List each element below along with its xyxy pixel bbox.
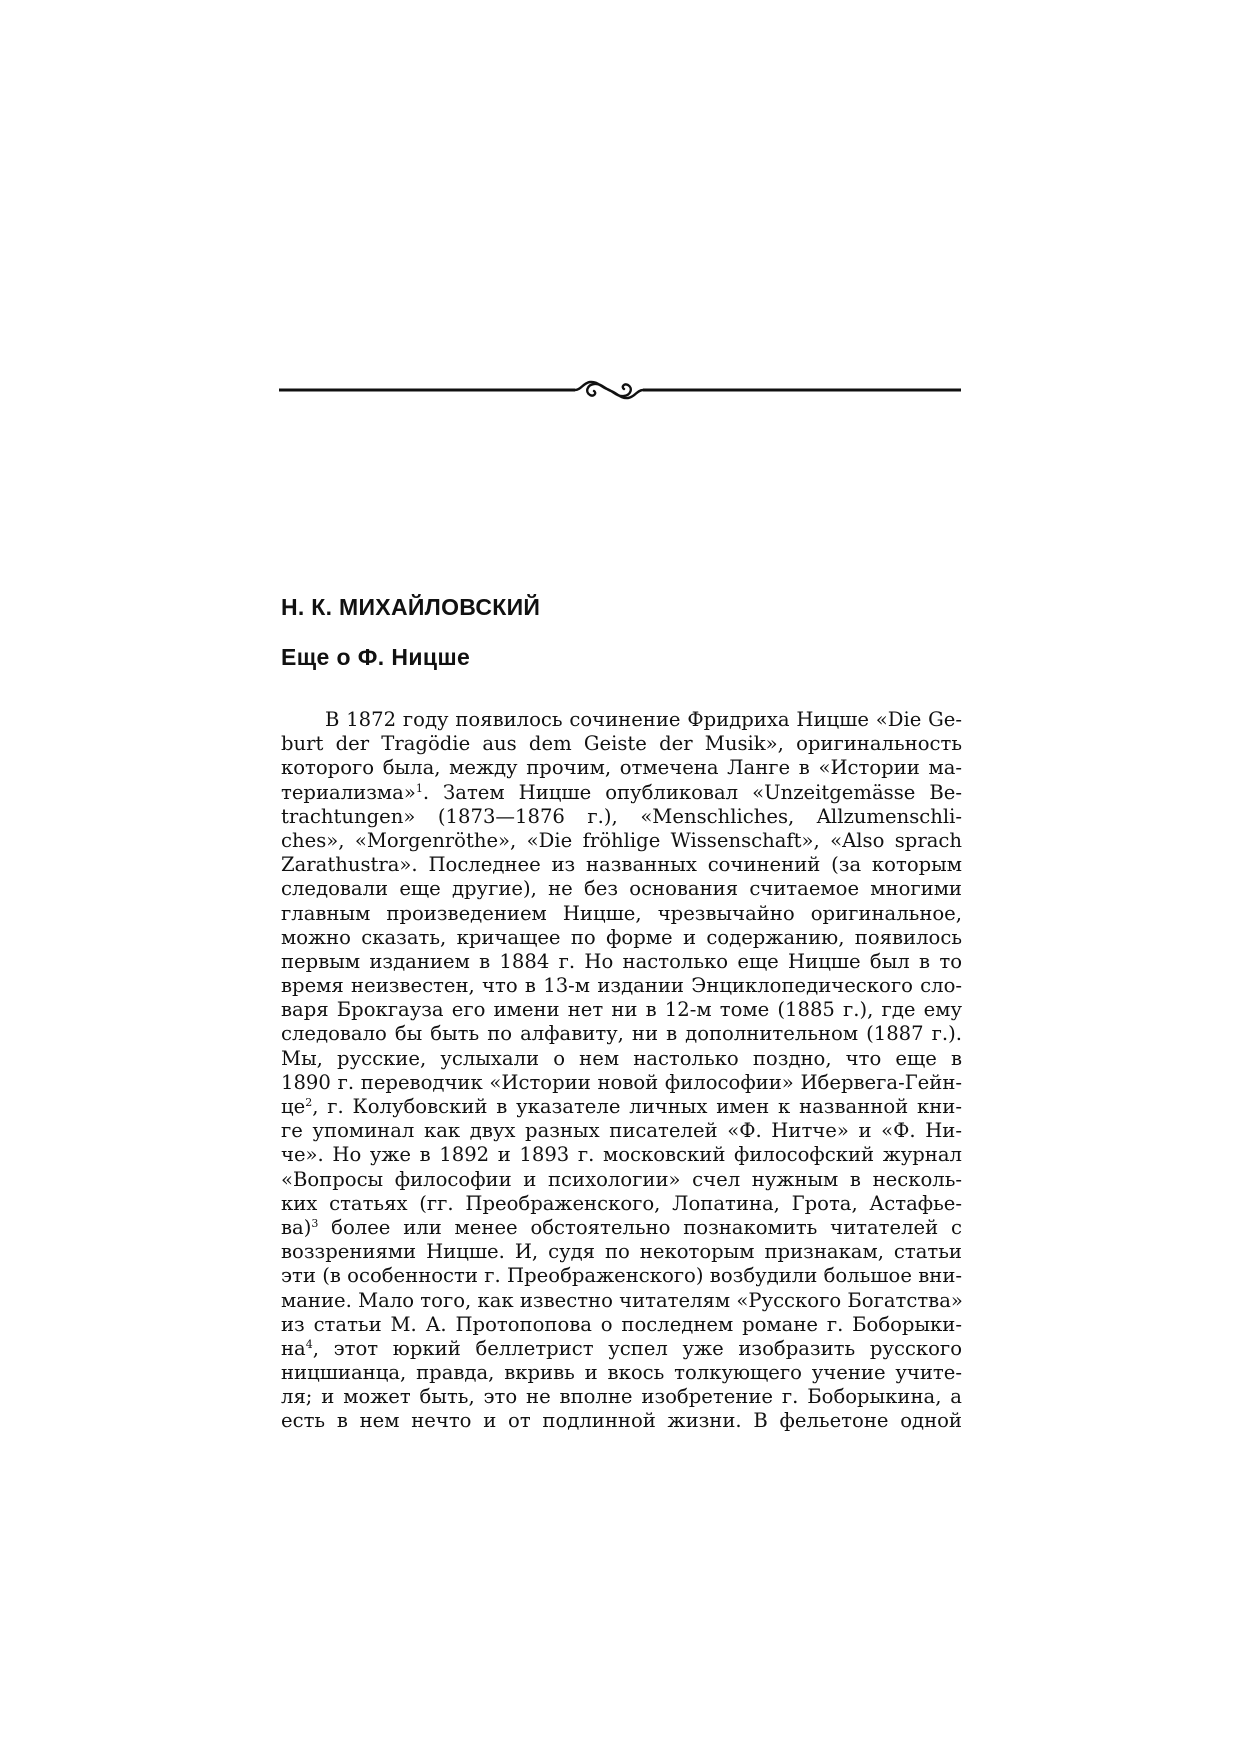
text-fragment: более или менее обстоятельно познакомить читателей с — [318, 1215, 962, 1239]
text-line: burt der Tragödie aus dem Geiste der Musik», оригинальность — [281, 732, 962, 756]
text-fragment: териализма» — [281, 780, 416, 804]
text-line: ких статьях (гг. Преображенского, Лопатина, Грота, Астафье- — [281, 1191, 962, 1215]
text-line: главным произведением Ницше, чрезвычайно оригинальное, — [281, 901, 962, 925]
text-line: время неизвестен, что в 13-м издании Энциклопедического сло- — [281, 974, 962, 998]
text-fragment: , этот юркий беллетрист успел уже изобразить русского — [312, 1336, 962, 1360]
article-body — [281, 708, 962, 1434]
article-title: Еще о Ф. Ницше — [281, 644, 471, 670]
footnote-ref: 2 — [305, 1096, 313, 1109]
text-line: эти (в особенности г. Преображенского) возбудили большое вни- — [281, 1264, 962, 1288]
text-line: следовало бы быть по алфавиту, ни в дополнительном (1887 г.). — [281, 1022, 962, 1046]
author-name: Н. К. МИХАЙЛОВСКИЙ — [281, 594, 541, 620]
text-line: ches», «Morgenröthe», «Die fröhlige Wissenschaft», «Also sprach — [281, 828, 962, 852]
text-line: мание. Мало того, как известно читателям «Русского Богатства» — [281, 1288, 963, 1312]
text-fragment: на — [281, 1336, 306, 1360]
text-line: «Вопросы философии и психологии» счел нужным в несколь- — [281, 1167, 962, 1191]
text-fragment: , г. Колубовский в указателе личных имен к названной кни- — [312, 1095, 962, 1118]
text-line — [281, 1095, 962, 1119]
text-line: Zarathustra». Последнее из названных сочинений (за которым — [281, 853, 962, 877]
text-line: ницшианца, правда, вкривь и вкось толкующего учение учите- — [281, 1361, 962, 1385]
text-line: воззрениями Ницше. И, судя по некоторым признакам, статьи — [281, 1240, 962, 1264]
text-line: варя Брокгауза его имени нет ни в 12-м томе (1885 г.), где ему — [281, 998, 962, 1022]
text-fragment: ва) — [281, 1215, 312, 1239]
text-line: есть в нем нечто и от подлинной жизни. В фельетоне одной — [281, 1409, 962, 1433]
text-line: Мы, русские, услыхали о нем настолько поздно, что еще в — [281, 1046, 962, 1070]
text-fragment: . Затем Ницше опубликовал «Unzeitgemässe Be- — [422, 780, 962, 804]
footnote-ref: 4 — [305, 1337, 313, 1351]
text-line: из статьи М. А. Протопопова о последнем романе г. Боборыки- — [281, 1312, 962, 1336]
text-line: 1890 г. переводчик «Истории новой философии» Ибервега-Гейн- — [281, 1070, 962, 1094]
text-line: че». Но уже в 1892 и 1893 г. московский философский журнал — [281, 1143, 962, 1167]
text-line: можно сказать, кричащее по форме и содержанию, появилось — [281, 925, 962, 949]
footnote-ref: 3 — [311, 1216, 319, 1230]
text-line: первым изданием в 1884 г. Но настолько еще Ницше был в то — [281, 949, 962, 973]
text-line — [281, 1337, 962, 1361]
text-line: trachtungen» (1873—1876 г.), «Menschliches, Allzumenschli- — [281, 804, 962, 828]
text-line — [281, 781, 962, 805]
text-fragment: це — [281, 1095, 306, 1118]
flourish-ornament-icon — [279, 370, 961, 410]
text-line: которого была, между прочим, отмечена Ланге в «Истории ма- — [281, 756, 962, 780]
text-line: В 1872 году появилось сочинение Фридриха Ницше «Die Ge- — [325, 708, 962, 731]
text-line: ге упоминал как двух разных писателей «Ф. Нитче» и «Ф. Ни- — [281, 1119, 962, 1143]
text-line — [281, 1216, 962, 1240]
text-line: следовали еще другие), не без основания считаемое многими — [281, 877, 962, 901]
text-line: ля; и может быть, это не вполне изобретение г. Боборыкина, а — [281, 1385, 962, 1409]
footnote-ref: 1 — [415, 781, 423, 795]
